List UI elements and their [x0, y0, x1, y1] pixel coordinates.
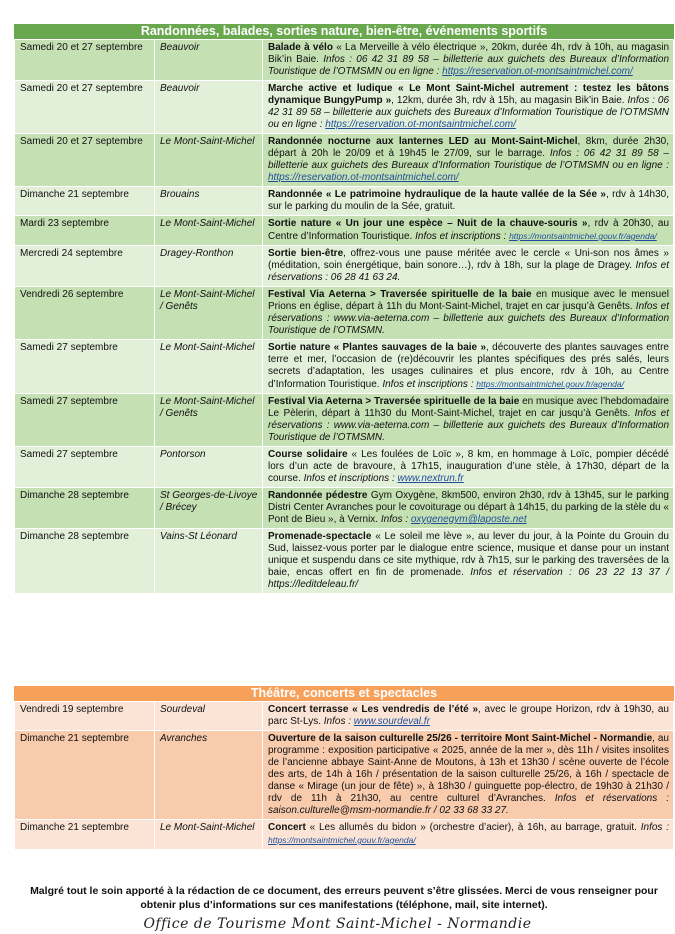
- event-place: Sourdeval: [155, 702, 263, 731]
- event-link[interactable]: https://reservation.ot-montsaintmichel.com/: [325, 119, 516, 130]
- event-row: [15, 702, 674, 731]
- event-date: Dimanche 21 septembre: [15, 731, 155, 820]
- event-link[interactable]: oxygenegym@laposte.net: [410, 514, 527, 525]
- event-title: Randonnée « Le patrimoine hydraulique de la haute vallée de la Sée »: [268, 189, 606, 200]
- event-row: [15, 447, 674, 488]
- event-row: [15, 731, 674, 820]
- event-description: [263, 81, 674, 134]
- events-table: [14, 701, 674, 850]
- events-table: [14, 39, 674, 594]
- event-place: Le Mont-Saint-Michel: [155, 216, 263, 246]
- event-title: Balade à vélo: [268, 42, 333, 53]
- section-title: Randonnées, balades, sorties nature, bien-être, événements sportifs: [14, 24, 674, 39]
- event-title: Sortie nature « Plantes sauvages de la baie »: [268, 342, 487, 353]
- event-info: Infos et réservations : 06 28 41 63 24.: [268, 260, 669, 283]
- event-link[interactable]: https://montsaintmichel.gouv.fr/agenda/: [268, 835, 416, 845]
- event-date: Vendredi 19 septembre: [15, 702, 155, 731]
- event-details: Gym Oxygène, 8km500, environ 2h30, rdv à 13h45, sur le parking Distri Center Avranches pour le covoiturage ou départ à 14h15, du parking de la stèle du « Pont de Bieu », à Vernix.: [268, 490, 669, 525]
- event-info: Infos et réservations : www.via-aeterna.com – billetterie aux guichets des Bureaux d’Information Touristique de l’OTMSMN.: [268, 301, 669, 336]
- event-description: [263, 246, 674, 287]
- event-info: Infos : 06 42 31 89 58 – billetterie aux guichets des Bureaux d’Information Touristique de l’OTMSMN ou en ligne :: [268, 148, 669, 171]
- event-row: [15, 820, 674, 850]
- event-place: St Georges-de-Livoye / Brécey: [155, 488, 263, 529]
- event-details: en musique avec l’hebdomadaire Le Pèlerin, départ à 11h30 du Mont-Saint-Michel, trajet en car jusqu’à Genêts.: [268, 396, 669, 419]
- event-row: [15, 287, 674, 340]
- event-row: [15, 529, 674, 594]
- event-date: Samedi 27 septembre: [15, 447, 155, 488]
- event-row: [15, 340, 674, 394]
- event-info: Infos et inscriptions :: [415, 231, 510, 242]
- event-date: Dimanche 21 septembre: [15, 820, 155, 850]
- event-title: Randonnée nocturne aux lanternes LED au Mont-Saint-Michel: [268, 136, 578, 147]
- event-details: « Le soleil me lève », au lever du jour, à la Pointe du Grouin du Sud, laissez-vous porter par le dialogue entre science, musique et danse pour un instant unique et suspendu dans ce site mythique, rdv à 7h15, sur le parking des traversées de la baie, encas offert en fin de promenade.: [268, 531, 669, 578]
- event-date: Mercredi 24 septembre: [15, 246, 155, 287]
- event-row: [15, 134, 674, 187]
- event-row: [15, 488, 674, 529]
- event-place: Le Mont-Saint-Michel / Genêts: [155, 394, 263, 447]
- event-info: Infos :: [323, 716, 354, 727]
- event-description: [263, 702, 674, 731]
- event-row: [15, 394, 674, 447]
- event-description: [263, 134, 674, 187]
- event-details: , au programme : exposition participative « 2025, année de la mer », dès 11h / visites insolites de l’ancienne abbaye Saint-Anne de Moutons, à 13h et 13h30 / scène ouverte de l’école des arts, de 14h à 16h / présentation de la saison culturelle 25/26, à 16h / spectacle de danse « Mirage (un jour de fête) », à 18h30 / guinguette pop-électro, de 19h30 à 21h30 / rdv de 11h à 21h30, au centre culturel d’Avranches.: [268, 733, 669, 804]
- event-row: [15, 40, 674, 81]
- event-row: [15, 246, 674, 287]
- event-details: , avec le groupe Horizon, rdv à 19h30, au parc St-Lys.: [268, 704, 669, 727]
- event-title: Promenade-spectacle: [268, 531, 372, 542]
- event-info: Infos et réservations : www.via-aeterna.com – billetterie aux guichets des Bureaux d’Information Touristique de l’OTMSMN.: [268, 408, 669, 443]
- event-place: Le Mont-Saint-Michel: [155, 820, 263, 850]
- event-details: « Les foulées de Loïc », 8 km, en hommage à Loïc, pompier décédé lors d’un acte de bravoure, à 17h15, inauguration d’une stèle, à 17h30, départ de la course.: [268, 449, 669, 484]
- event-description: [263, 529, 674, 594]
- event-date: Dimanche 28 septembre: [15, 529, 155, 594]
- event-title: Concert terrasse « Les vendredis de l’été »: [268, 704, 479, 715]
- event-description: [263, 488, 674, 529]
- event-row: [15, 81, 674, 134]
- office-signature: Office de Tourisme Mont Saint-Michel - Normandie: [143, 916, 532, 932]
- event-place: Vains-St Léonard: [155, 529, 263, 594]
- event-description: [263, 820, 674, 850]
- event-info: Infos et inscriptions :: [382, 379, 477, 390]
- event-description: [263, 340, 674, 394]
- event-link[interactable]: https://montsaintmichel.gouv.fr/agenda/: [509, 231, 657, 241]
- event-link[interactable]: www.nextrun.fr: [397, 473, 464, 484]
- event-info: Infos et réservations : saison.culturelle@msm-normandie.fr / 02 33 68 33 27.: [268, 793, 669, 816]
- section-theatre: [14, 686, 674, 850]
- event-title: Randonnée pédestre: [268, 490, 368, 501]
- event-link[interactable]: https://reservation.ot-montsaintmichel.com/: [268, 172, 459, 183]
- event-link[interactable]: www.sourdeval.fr: [353, 716, 430, 727]
- event-row: [15, 216, 674, 246]
- event-title: Course solidaire: [268, 449, 348, 460]
- event-description: [263, 447, 674, 488]
- event-title: Festival Via Aeterna > Traversée spirituelle de la baie: [268, 289, 532, 300]
- event-info: Infos et inscriptions :: [303, 473, 398, 484]
- event-title: Concert: [268, 822, 306, 833]
- event-date: Dimanche 21 septembre: [15, 187, 155, 216]
- event-description: [263, 40, 674, 81]
- event-date: Samedi 20 et 27 septembre: [15, 81, 155, 134]
- event-place: Le Mont-Saint-Michel: [155, 134, 263, 187]
- event-place: Brouains: [155, 187, 263, 216]
- event-row: [15, 187, 674, 216]
- event-place: Beauvoir: [155, 40, 263, 81]
- event-details: , offrez-vous une pause méritée avec le cercle « Uni-son nos âmes » (méditation, soin énergétique, bain sonore…), rdv à 18h, sur la plage de Dragey.: [268, 248, 669, 271]
- event-date: Samedi 27 septembre: [15, 394, 155, 447]
- event-place: Pontorson: [155, 447, 263, 488]
- event-details: « Les allumés du bidon » (orchestre d’acier), à 16h, au barrage, gratuit.: [305, 822, 641, 833]
- event-info: Infos : 06 42 31 89 58 – billetterie aux guichets des Bureaux d’Information Touristique de l’OTMSMN ou en ligne :: [268, 95, 670, 130]
- event-place: Le Mont-Saint-Michel / Genêts: [155, 287, 263, 340]
- event-info: Infos :: [640, 822, 669, 833]
- event-description: [263, 394, 674, 447]
- event-date: Dimanche 28 septembre: [15, 488, 155, 529]
- event-date: Samedi 20 et 27 septembre: [15, 134, 155, 187]
- event-link[interactable]: https://montsaintmichel.gouv.fr/agenda/: [476, 379, 624, 389]
- event-info: Infos :: [380, 514, 411, 525]
- disclaimer-note: Malgré tout le soin apporté à la rédaction de ce document, des erreurs peuvent s’être glissées. Merci de vous renseigner pour obtenir plus d’informations sur ces manifestations (téléphone, mail, site internet).: [30, 885, 658, 911]
- event-info: Infos : 06 42 31 89 58 – billetterie aux guichets des Bureaux d’Information Touristique de l’OTMSMN ou en ligne :: [268, 54, 670, 77]
- event-details: , 12km, durée 3h, rdv à 15h, au magasin Bik’in Baie.: [391, 95, 628, 106]
- event-link[interactable]: https://reservation.ot-montsaintmichel.com/: [442, 66, 633, 77]
- event-description: [263, 187, 674, 216]
- event-title: Sortie nature « Un jour une espèce – Nuit de la chauve-souris »: [268, 218, 588, 229]
- event-date: Mardi 23 septembre: [15, 216, 155, 246]
- section-sport: [14, 24, 674, 594]
- event-title: Sortie bien-être: [268, 248, 344, 259]
- event-details: en musique avec le mensuel Prions en église, départ à 11h du Mont-Saint-Michel, trajet en car jusqu’à Genêts.: [268, 289, 669, 312]
- event-date: Samedi 27 septembre: [15, 340, 155, 394]
- event-details: , rdv à 14h30, sur le parking du moulin de la Sée, gratuit.: [268, 189, 669, 212]
- section-title: Théâtre, concerts et spectacles: [14, 686, 674, 701]
- event-details: , découverte des plantes sauvages entre terre et mer, l’occasion de (re)découvrir les plantes spécifiques des prés salés, leurs secrets d’adaptation, les usages culinaires et plus encore, rdv à 10h, au Centre d’Information Touristique.: [268, 342, 669, 390]
- event-date: Samedi 20 et 27 septembre: [15, 40, 155, 81]
- event-date: Vendredi 26 septembre: [15, 287, 155, 340]
- event-description: [263, 731, 674, 820]
- event-place: Beauvoir: [155, 81, 263, 134]
- event-details: « La Merveille à vélo électrique », 20km, durée 4h, rdv à 10h, au magasin Bik’in Baie.: [268, 42, 669, 65]
- event-description: [263, 216, 674, 246]
- event-details: , 8km, durée 2h30, départ à 20h le 20/09 et à 19h45 le 27/09, sur le barrage.: [268, 136, 669, 159]
- event-title: Festival Via Aeterna > Traversée spirituelle de la baie: [268, 396, 520, 407]
- event-place: Le Mont-Saint-Michel: [155, 340, 263, 394]
- event-place: Dragey-Ronthon: [155, 246, 263, 287]
- event-title: Marche active et ludique « Le Mont Saint-Michel autrement : testez les bâtons dynamique BungyPump »: [268, 83, 669, 106]
- event-place: Avranches: [155, 731, 263, 820]
- event-title: Ouverture de la saison culturelle 25/26 - territoire Mont Saint-Michel - Normandie: [268, 733, 653, 744]
- event-description: [263, 287, 674, 340]
- event-info: Infos et réservation : 06 23 22 13 37 / https://leditdeleau.fr/: [268, 567, 669, 590]
- event-details: , rdv à 20h30, au Centre d’Information Touristique.: [268, 218, 669, 242]
